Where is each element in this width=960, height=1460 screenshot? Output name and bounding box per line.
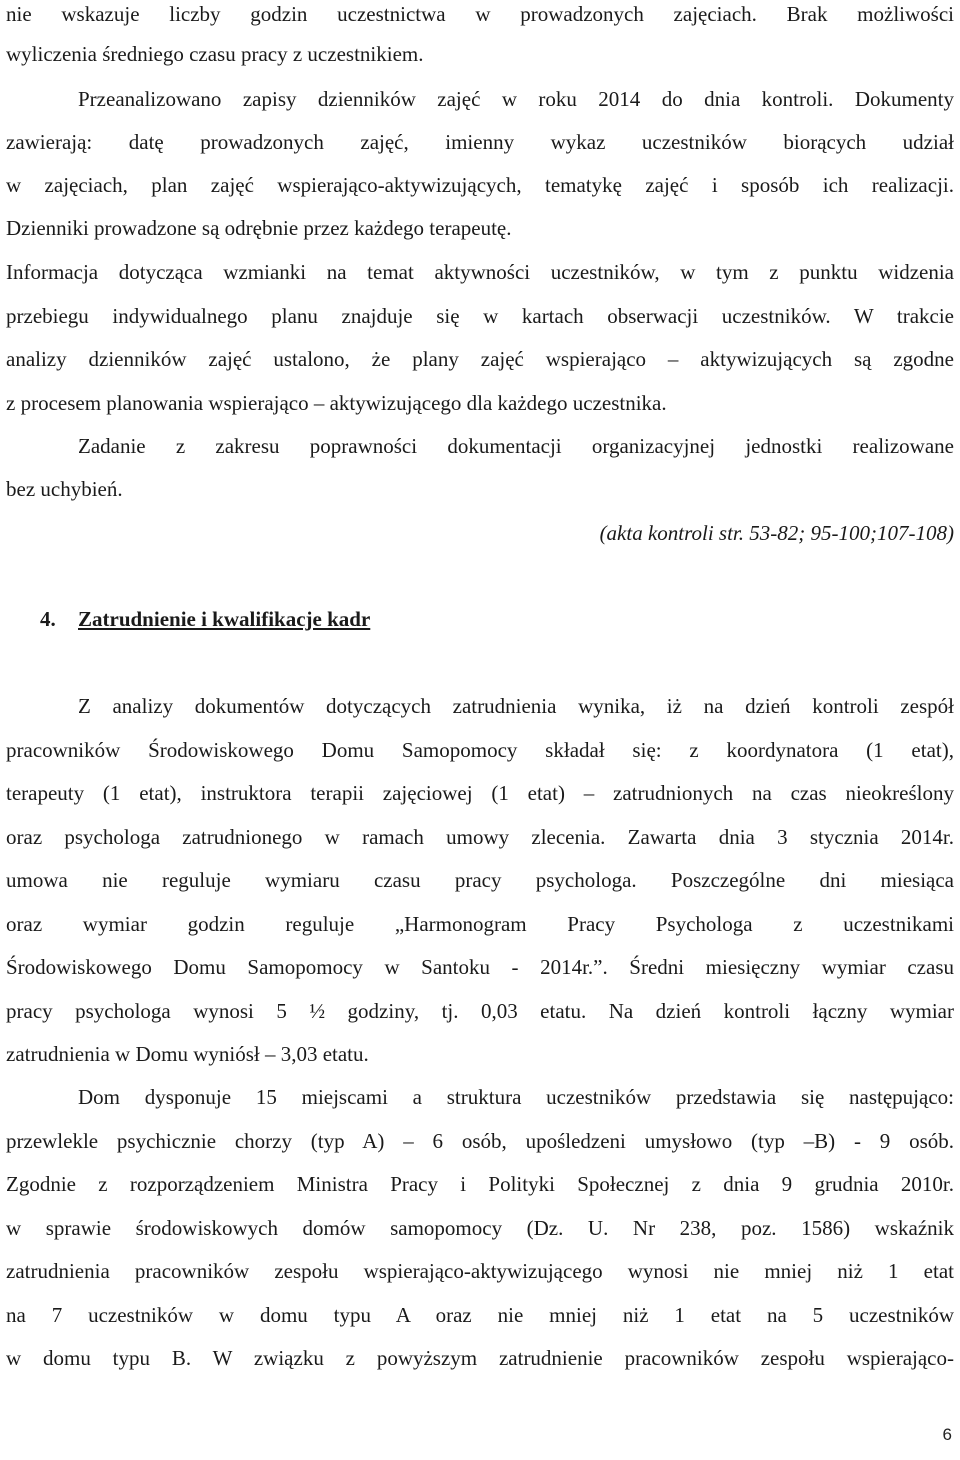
text-line: bez uchybień. bbox=[6, 477, 123, 501]
section-number: 4. bbox=[40, 607, 56, 631]
text-line: wyliczenia średniego czasu pracy z uczestnikiem. bbox=[6, 42, 424, 66]
page-number: 6 bbox=[942, 1425, 952, 1444]
text-line: Informacja dotycząca wzmianki na temat aktywności uczestników, w tym z punktu widzenia bbox=[6, 260, 954, 284]
text-line: terapeuty (1 etat), instruktora terapii zajęciowej (1 etat) – zatrudnionych na czas nieokreślony bbox=[6, 781, 954, 805]
text-line: na 7 uczestników w domu typu A oraz nie mniej niż 1 etat na 5 uczestników bbox=[6, 1303, 954, 1327]
text-line: zatrudnienia w Domu wyniósł – 3,03 etatu. bbox=[6, 1042, 369, 1066]
citation-reference: (akta kontroli str. 53-82; 95-100;107-108) bbox=[599, 521, 954, 545]
text-line: Zadanie z zakresu poprawności dokumentacji organizacyjnej jednostki realizowane bbox=[78, 434, 954, 458]
text-line: pracy psychologa wynosi 5 ½ godziny, tj. 0,03 etatu. Na dzień kontroli łączny wymiar bbox=[6, 999, 954, 1023]
text-line: w sprawie środowiskowych domów samopomocy (Dz. U. Nr 238, poz. 1586) wskaźnik bbox=[6, 1216, 954, 1240]
text-line: Dzienniki prowadzone są odrębnie przez każdego terapeutę. bbox=[6, 216, 512, 240]
section-title: Zatrudnienie i kwalifikacje kadr bbox=[78, 607, 371, 631]
text-line: przewlekle psychicznie chorzy (typ A) – 6 osób, upośledzeni umysłowo (typ –B) - 9 osób. bbox=[6, 1129, 954, 1153]
text-line: Zgodnie z rozporządzeniem Ministra Pracy i Polityki Społecznej z dnia 9 grudnia 2010r. bbox=[6, 1172, 954, 1196]
text-line: Środowiskowego Domu Samopomocy w Santoku - 2014r.”. Średni miesięczny wymiar czasu bbox=[6, 955, 954, 979]
text-line: Przeanalizowano zapisy dzienników zajęć w roku 2014 do dnia kontroli. Dokumenty bbox=[78, 87, 954, 111]
text-line: Z analizy dokumentów dotyczących zatrudnienia wynika, iż na dzień kontroli zespół bbox=[78, 694, 954, 718]
text-line: zawierają: datę prowadzonych zajęć, imienny wykaz uczestników biorących udział bbox=[6, 130, 954, 154]
text-line: nie wskazuje liczby godzin uczestnictwa w prowadzonych zajęciach. Brak możliwości bbox=[6, 2, 954, 26]
text-line: w zajęciach, plan zajęć wspierająco-aktywizujących, tematykę zajęć i sposób ich realizacji. bbox=[6, 173, 954, 197]
text-line: Dom dysponuje 15 miejscami a struktura uczestników przedstawia się następująco: bbox=[78, 1085, 954, 1109]
text-line: w domu typu B. W związku z powyższym zatrudnienie pracowników zespołu wspierająco- bbox=[6, 1346, 954, 1370]
text-line: analizy dzienników zajęć ustalono, że plany zajęć wspierająco – aktywizujących są zgodne bbox=[6, 347, 954, 371]
text-line: z procesem planowania wspierająco – aktywizującego dla każdego uczestnika. bbox=[6, 391, 667, 415]
text-line: umowa nie reguluje wymiaru czasu pracy psychologa. Poszczególne dni miesiąca bbox=[6, 868, 954, 892]
text-line: oraz psychologa zatrudnionego w ramach umowy zlecenia. Zawarta dnia 3 stycznia 2014r. bbox=[6, 825, 954, 849]
text-line: oraz wymiar godzin reguluje „Harmonogram Pracy Psychologa z uczestnikami bbox=[6, 912, 954, 936]
text-line: pracowników Środowiskowego Domu Samopomocy składał się: z koordynatora (1 etat), bbox=[6, 738, 954, 762]
text-line: przebiegu indywidualnego planu znajduje się w kartach obserwacji uczestników. W trakcie bbox=[6, 304, 954, 328]
text-line: zatrudnienia pracowników zespołu wspierająco-aktywizującego wynosi nie mniej niż 1 etat bbox=[6, 1259, 954, 1283]
